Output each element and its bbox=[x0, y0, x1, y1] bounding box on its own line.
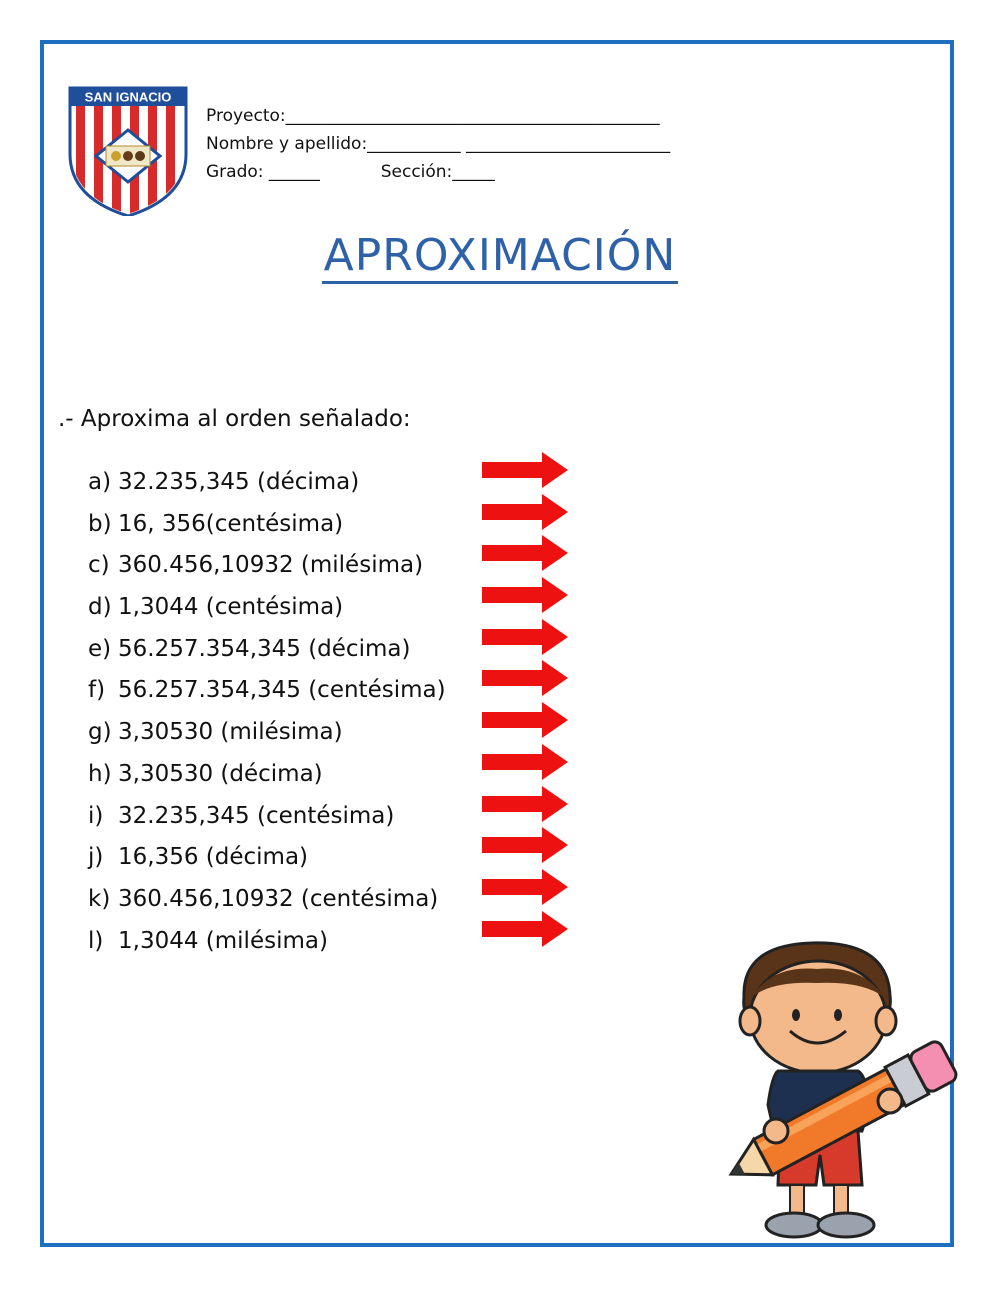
list-item bbox=[88, 629, 446, 671]
list-item bbox=[88, 921, 446, 963]
item-letter: h) bbox=[88, 760, 112, 787]
project-label: Proyecto: bbox=[206, 106, 286, 126]
instruction-text: .- Aproxima al orden señalado: bbox=[58, 406, 411, 432]
right-arrow-icon bbox=[482, 744, 568, 780]
right-arrow-icon bbox=[482, 911, 568, 947]
header-fields bbox=[206, 102, 670, 186]
grade-section-row bbox=[206, 158, 670, 186]
right-arrow-icon bbox=[482, 452, 568, 488]
right-arrow-icon bbox=[482, 702, 568, 738]
item-text: 56.257.354,345 (centésima) bbox=[118, 677, 446, 704]
list-item bbox=[88, 712, 446, 754]
item-text: 32.235,345 (centésima) bbox=[118, 802, 395, 829]
arrow-column bbox=[482, 452, 568, 952]
item-letter: j) bbox=[88, 844, 104, 871]
item-letter: l) bbox=[88, 927, 104, 954]
list-item bbox=[88, 587, 446, 629]
item-text: 16, 356(centésima) bbox=[118, 510, 344, 537]
exercise-list bbox=[88, 462, 446, 962]
item-text: 3,30530 (décima) bbox=[118, 760, 323, 787]
item-letter: i) bbox=[88, 802, 104, 829]
page-title: APROXIMACIÓN bbox=[322, 230, 679, 284]
item-text: 32.235,345 (décima) bbox=[118, 469, 360, 495]
item-text: 3,30530 (milésima) bbox=[118, 719, 343, 746]
right-arrow-icon bbox=[482, 786, 568, 822]
item-letter: b) bbox=[88, 510, 112, 537]
school-crest-icon bbox=[66, 84, 190, 216]
page-title-wrap bbox=[0, 230, 1000, 281]
right-arrow-icon bbox=[482, 494, 568, 530]
item-text: 16,356 (décima) bbox=[118, 844, 309, 871]
list-item bbox=[88, 504, 446, 546]
grade-line[interactable]: ______ bbox=[268, 162, 320, 182]
name-label: Nombre y apellido: bbox=[206, 134, 368, 154]
list-item bbox=[88, 545, 446, 587]
right-arrow-icon bbox=[482, 619, 568, 655]
name-field[interactable] bbox=[206, 130, 670, 158]
grade-label: Grado: bbox=[206, 162, 264, 182]
item-text: 1,3044 (centésima) bbox=[118, 594, 344, 621]
right-arrow-icon bbox=[482, 869, 568, 905]
item-text: 360.456,10932 (milésima) bbox=[118, 552, 424, 579]
item-letter: c) bbox=[88, 552, 110, 579]
list-item bbox=[88, 879, 446, 921]
item-text: 56.257.354,345 (décima) bbox=[118, 635, 411, 662]
item-letter: k) bbox=[88, 885, 111, 912]
item-letter: g) bbox=[88, 719, 112, 746]
kid-with-pencil-icon bbox=[712, 935, 964, 1253]
item-letter: d) bbox=[88, 594, 112, 621]
item-letter: e) bbox=[88, 635, 112, 662]
list-item bbox=[88, 462, 446, 504]
right-arrow-icon bbox=[482, 660, 568, 696]
list-item bbox=[88, 837, 446, 879]
list-item bbox=[88, 796, 446, 838]
list-item bbox=[88, 670, 446, 712]
item-letter: a) bbox=[88, 469, 112, 495]
right-arrow-icon bbox=[482, 577, 568, 613]
project-field[interactable] bbox=[206, 102, 670, 130]
item-letter: f) bbox=[88, 677, 106, 704]
name-line: ___________ ________________________ bbox=[367, 134, 671, 154]
item-text: 360.456,10932 (centésima) bbox=[118, 885, 439, 912]
section-line[interactable]: _____ bbox=[452, 162, 495, 182]
project-line: ____________________________________________ bbox=[285, 106, 660, 126]
item-text: 1,3044 (milésima) bbox=[118, 927, 328, 954]
list-item bbox=[88, 754, 446, 796]
section-label: Sección: bbox=[380, 162, 453, 182]
school-name: SAN IGNACIO bbox=[84, 89, 172, 105]
right-arrow-icon bbox=[482, 535, 568, 571]
right-arrow-icon bbox=[482, 827, 568, 863]
